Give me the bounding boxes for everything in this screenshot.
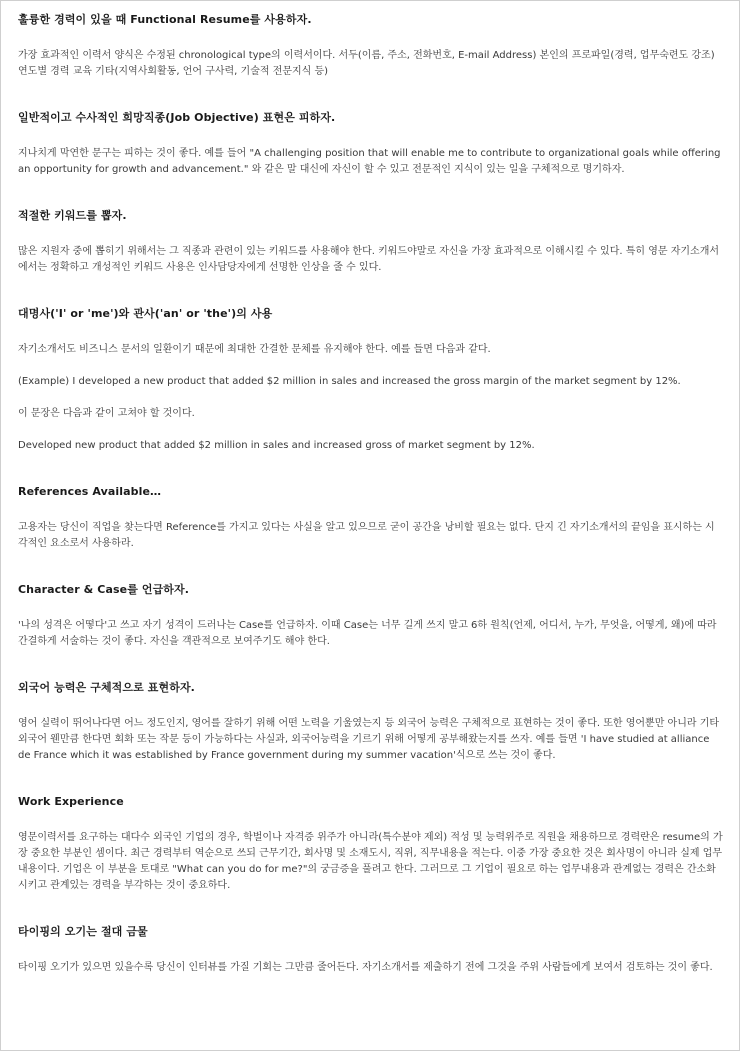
section-paragraph: 타이핑 오기가 있으면 있을수록 당신이 인터뷰를 가질 기회는 그만큼 줄어든다. 자기소개서를 제출하기 전에 그것을 주위 사람들에게 보여서 검토하는 것이 좋다.: [18, 962, 713, 973]
section-pronouns-articles: [18, 306, 724, 454]
section-paragraph: 영어 실력이 뛰어나다면 어느 정도인지, 영어를 잘하기 위해 어떤 노력을 기울였는지 등 외국어 능력은 구체적으로 표현하는 것이 좋다. 또한 영어뿐만 아니라 기타 외국어 웬만큼 한다면 회화 또는 작문 등이 가능하다는 사실과, 외국어능력을 기르기 위해 어떻게 공부해왔는지를 쓰자. 예를 들면 'I have studied at alliance de France which it was established by France government during my summer vacation'식으로 쓰는 것이 좋다.: [18, 718, 720, 761]
revised-sentence: Developed new product that added $2 million in sales and increased gross of market segment by 12%.: [18, 440, 535, 451]
section-keywords: [18, 208, 724, 276]
section-heading: 훌륭한 경력이 있을 때 Functional Resume를 사용하자.: [18, 13, 312, 26]
section-heading: Work Experience: [18, 795, 124, 808]
section-heading: 일반적이고 수사적인 희망직종(Job Objective) 표현은 피하자.: [18, 111, 336, 124]
section-work-experience: [18, 794, 724, 894]
section-paragraph: '나의 성격은 어떻다'고 쓰고 자기 성격이 드러나는 Case를 언급하자. 이때 Case는 너무 길게 쓰지 말고 6하 원칙(언제, 어디서, 누가, 무엇을, 어떻게, 왜)에 따라 간결하게 서술하는 것이 좋다. 자신을 객관적으로 보여주기도 해야 한다.: [18, 620, 717, 647]
section-paragraph: 많은 지원자 중에 뽑히기 위해서는 그 직종과 관련이 있는 키워드를 사용해야 한다. 키워드야말로 자신을 가장 효과적으로 이해시킬 수 있다. 특히 영문 자기소개서에서는 정확하고 개성적인 키워드 사용은 인사담당자에게 선명한 인상을 줄 수 있다.: [18, 246, 720, 273]
section-typing-errors: [18, 924, 724, 976]
section-paragraph: 가장 효과적인 이력서 양식은 수정된 chronological type의 이력서이다. 서두(이름, 주소, 전화번호, E-mail Address) 본인의 프로파일(경력, 업무숙련도 강조) 연도별 경력 교육 기타(지역사회활동, 언어 구사력, 기술적 전문지식 등): [18, 50, 715, 77]
section-paragraph: 영문이력서를 요구하는 대다수 외국인 기업의 경우, 학벌이나 자격증 위주가 아니라(특수분야 제외) 적성 및 능력위주로 직원을 채용하므로 경력란은 resume의 가장 중요한 부분인 셈이다. 최근 경력부터 역순으로 쓰되 근무기간, 회사명 및 소재도시, 직위, 직무내용을 적는다. 이중 가장 중요한 것은 회사명이 아니라 실제 업무내용이다. 기업은 이 부분을 토대로 "What can you do for me?"의 궁금증을 풀려고 한다. 그러므로 그 기업이 필요로 하는 업무내용과 관계없는 경력은 간소화시키고 관계있는 경력을 부각하는 것이 중요하다.: [18, 832, 723, 891]
document-body: [18, 12, 724, 1006]
section-paragraph: 자기소개서도 비즈니스 문서의 일환이기 때문에 최대한 간결한 문체를 유지해야 한다. 예를 들면 다음과 같다.: [18, 344, 491, 355]
section-paragraph: 이 문장은 다음과 같이 고쳐야 할 것이다.: [18, 408, 195, 419]
section-job-objective: [18, 110, 724, 178]
section-heading: 외국어 능력은 구체적으로 표현하자.: [18, 681, 195, 694]
section-foreign-language: [18, 680, 724, 764]
section-heading: References Available…: [18, 485, 162, 498]
section-heading: Character & Case를 언급하자.: [18, 583, 190, 596]
example-sentence: (Example) I developed a new product that added $2 million in sales and increased the gross margin of the market segment by 12%.: [18, 376, 681, 387]
section-heading: 적절한 키워드를 뽑자.: [18, 209, 127, 222]
section-functional-resume: [18, 12, 724, 80]
section-references: [18, 484, 724, 552]
section-heading: 대명사('I' or 'me')와 관사('an' or 'the')의 사용: [18, 307, 273, 320]
section-heading: 타이핑의 오기는 절대 금물: [18, 925, 148, 938]
section-paragraph: 지나치게 막연한 문구는 피하는 것이 좋다. 예를 들어 "A challenging position that will enable me to contribute to organizational goals while offering an opportunity for growth and advancement." 와 같은 말 대신에 자신이 할 수 있고 전문적인 지식이 있는 일을 구체적으로 명기하자.: [18, 148, 721, 175]
section-character-case: [18, 582, 724, 650]
section-paragraph: 고용자는 당신이 직업을 찾는다면 Reference를 가지고 있다는 사실을 알고 있으므로 굳이 공간을 낭비할 필요는 없다. 단지 긴 자기소개서의 끝임을 표시하는 시각적인 요소로서 사용하라.: [18, 522, 715, 549]
